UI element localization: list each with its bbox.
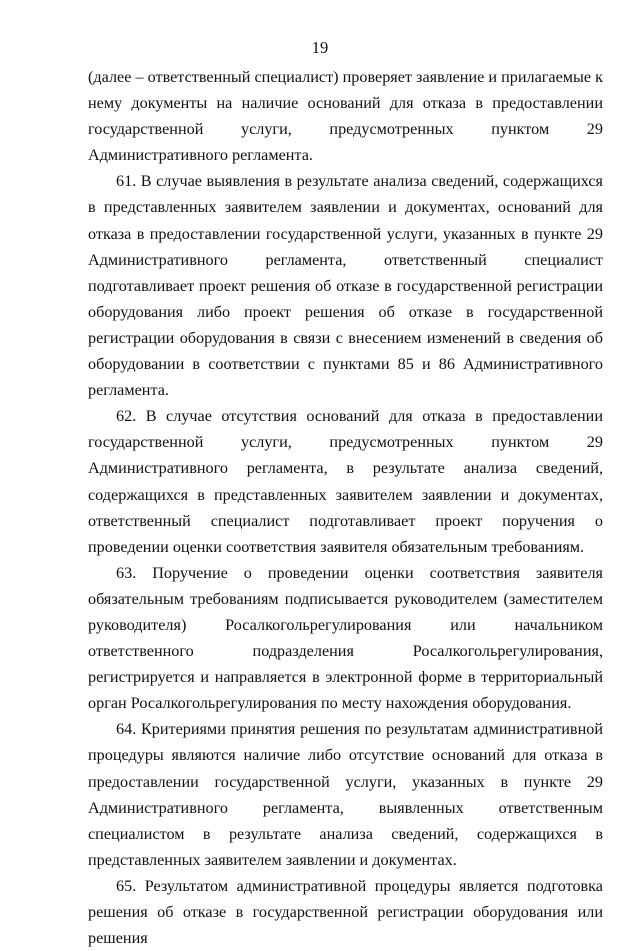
paragraph-continuation: (далее – ответственный специалист) проверяет заявление и прилагаемые к нему документы на наличие оснований для отказа в предоставлении государственной услуги, предусмотренных пунктом 29 Административного регламента. [88, 68, 603, 165]
paragraph-65: 65. Результатом административной процедуры является подготовка решения об отказе в государственной регистрации оборудования или решения [88, 876, 603, 948]
paragraph-61: 61. В случае выявления в результате анализа сведений, содержащихся в представленных заявителем заявлении и документах, оснований для отказа в предоставлении государственной услуги, указанных в пункте 29 Административного регламента, ответственный специалист подготавливает проект решения об отказе в государственной регистрации оборудования либо проект решения об отказе в государственной регистрации оборудования в связи с внесением изменений в сведения об оборудовании в соответствии с пунктами 85 и 86 Административного регламента. [88, 172, 603, 400]
paragraph-62: 62. В случае отсутствия оснований для отказа в предоставлении государственной услуги, предусмотренных пунктом 29 Административного регламента, в результате анализа сведений, содержащихся в представленных заявителем заявлении и документах, ответственный специалист подготавливает проект поручения о проведении оценки соответствия заявителя обязательным требованиям. [88, 407, 603, 556]
document-body [88, 64, 603, 951]
paragraph-64: 64. Критериями принятия решения по результатам административной процедуры являются наличие либо отсутствие оснований для отказа в предоставлении государственной услуги, указанных в пункте 29 Административного регламента, выявленных ответственным специалистом в результате анализа сведений, содержащихся в представленных заявителем заявлении и документах. [88, 720, 603, 869]
paragraph-63: 63. Поручение о проведении оценки соответствия заявителя обязательным требованиям подписывается руководителем (заместителем руководителя) Росалкогольрегулирования или начальником ответственного подразделения Росалкогольрегулирования, регистрируется и направляется в электронной форме в территориальный орган Росалкогольрегулирования по месту нахождения оборудования. [88, 563, 603, 713]
page-number: 19 [311, 38, 329, 57]
